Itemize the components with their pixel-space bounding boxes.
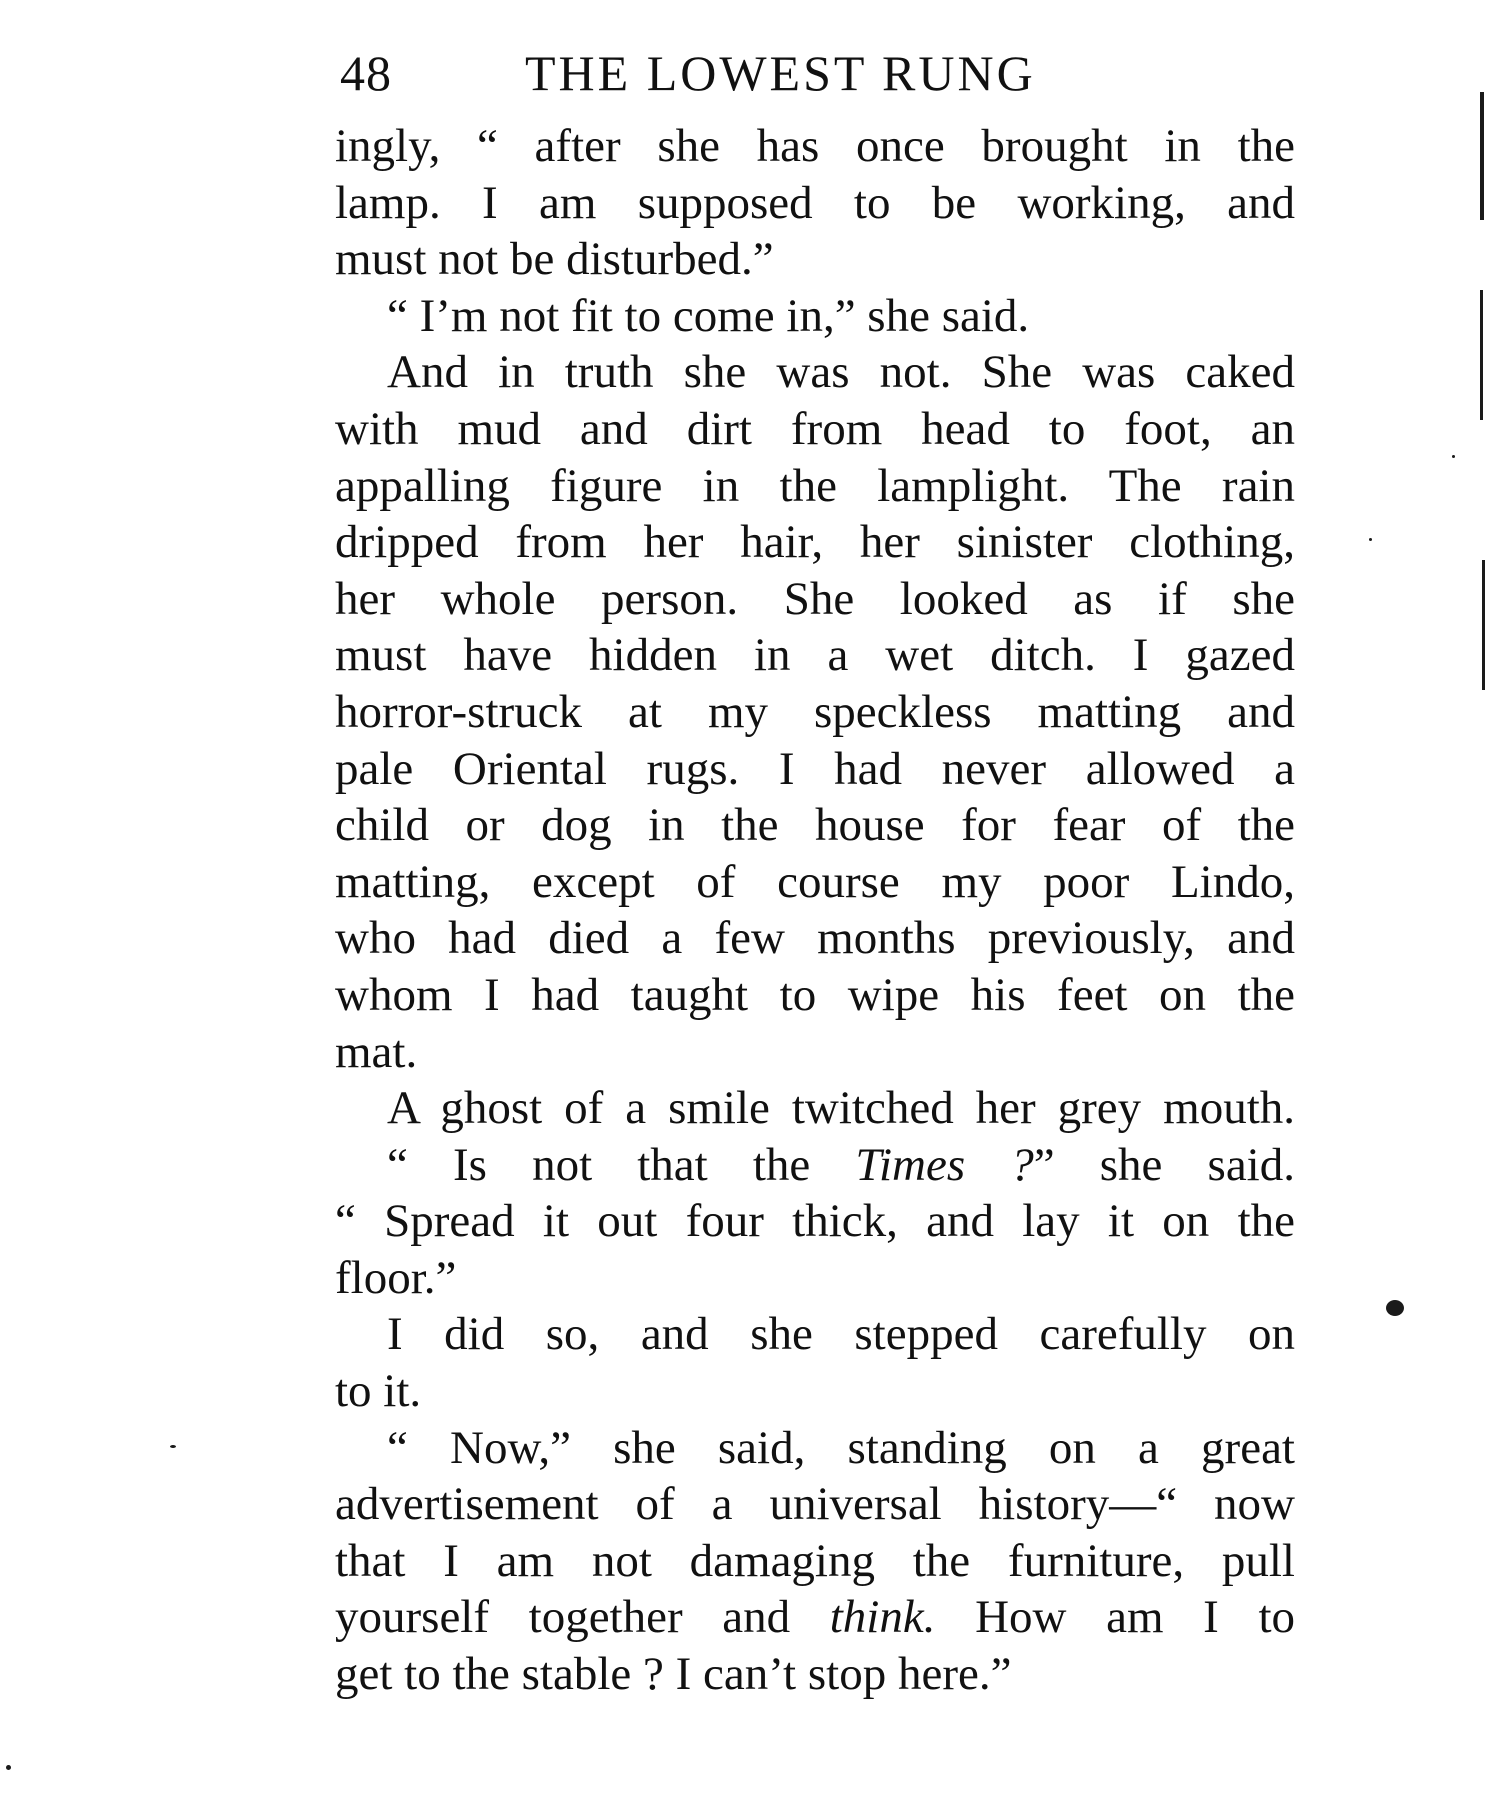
text-line: must have hidden in a wet ditch. I gazed xyxy=(335,629,1295,682)
text-line: that I am not damaging the furniture, pull xyxy=(335,1534,1295,1587)
text-segment: “ Is not that the xyxy=(387,1138,856,1191)
text-line: appalling figure in the lamplight. The rain xyxy=(335,459,1295,512)
text-line: who had died a few months previously, and xyxy=(335,912,1295,965)
text-line: matting, except of course my poor Lindo, xyxy=(335,855,1295,908)
text-line: her whole person. She looked as if she xyxy=(335,572,1295,625)
text-line: A ghost of a smile twitched her grey mouth. xyxy=(387,1082,1295,1135)
text-line: And in truth she was not. She was caked xyxy=(387,346,1295,399)
text-segment: yourself together and xyxy=(335,1591,830,1644)
scan-edge-mark xyxy=(1482,560,1485,690)
text-line: child or dog in the house for fear of the xyxy=(335,799,1295,852)
ink-speck xyxy=(6,1765,11,1770)
scan-edge-mark xyxy=(1480,290,1483,420)
running-head xyxy=(340,38,1130,108)
text-line: advertisement of a universal history—“ now xyxy=(335,1478,1295,1531)
text-segment: How am I to xyxy=(935,1591,1295,1644)
italic-word: Times ? xyxy=(855,1138,1034,1191)
page-number: 48 xyxy=(340,45,392,101)
text-line: I did so, and she stepped carefully on xyxy=(387,1308,1295,1361)
text-line: ingly, “ after she has once brought in the xyxy=(335,120,1295,172)
running-title: THE LOWEST RUNG xyxy=(525,45,1036,101)
text-line: must not be disturbed.” xyxy=(335,233,774,286)
ink-speck xyxy=(1369,538,1372,541)
text-line xyxy=(335,1589,1295,1646)
scan-edge-mark xyxy=(1480,92,1484,220)
ink-speck xyxy=(170,1445,176,1448)
text-line: “ Now,” she said, standing on a great xyxy=(387,1421,1295,1474)
text-segment: ” she said. xyxy=(1033,1138,1295,1191)
text-line: with mud and dirt from head to foot, an xyxy=(335,402,1295,455)
text-line: dripped from her hair, her sinister clothing, xyxy=(335,516,1295,569)
text-line: “ I’m not fit to come in,” she said. xyxy=(387,289,1030,342)
ink-speck xyxy=(1452,455,1455,458)
text-line: whom I had taught to wipe his feet on the xyxy=(335,968,1295,1021)
text-line xyxy=(335,1137,1295,1194)
text-line: to it. xyxy=(335,1365,422,1418)
ink-spot xyxy=(1386,1300,1404,1316)
text-line: floor.” xyxy=(335,1251,457,1304)
text-line: pale Oriental rugs. I had never allowed a xyxy=(335,742,1295,795)
italic-word: think. xyxy=(829,1591,936,1644)
body-text xyxy=(335,118,1295,1703)
text-line: get to the stable ? I can’t stop here.” xyxy=(335,1648,1012,1701)
text-line: “ Spread it out four thick, and lay it on the xyxy=(335,1195,1295,1248)
text-line: horror-struck at my speckless matting and xyxy=(335,685,1295,738)
text-line: mat. xyxy=(335,1025,418,1078)
text-line: lamp. I am supposed to be working, and xyxy=(335,176,1295,229)
